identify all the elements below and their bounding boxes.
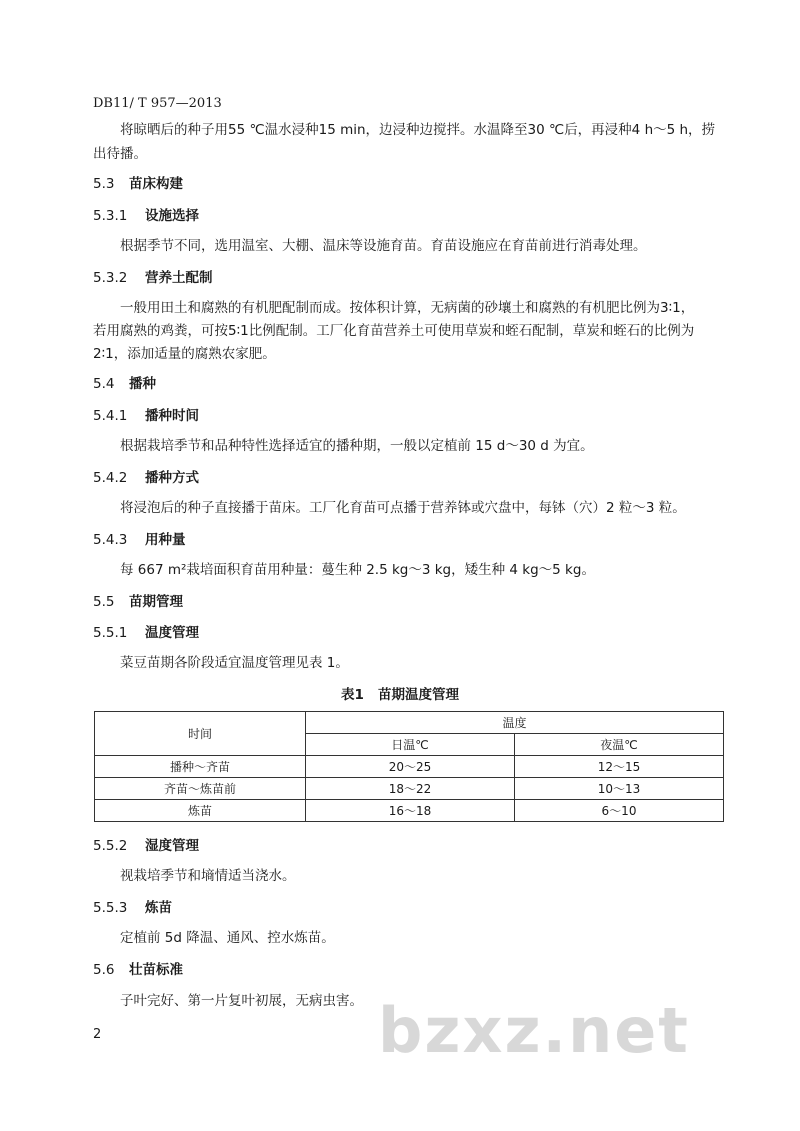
section-number: 5.4 <box>93 376 115 392</box>
section-5-6-heading <box>93 958 183 978</box>
night-temp-cell: 10～13 <box>515 778 724 800</box>
section-title: 炼苗 <box>145 900 172 916</box>
section-5-3-2-heading <box>93 266 213 286</box>
section-5-3-heading <box>93 172 183 192</box>
table-row <box>95 800 724 822</box>
section-5-5-3-heading <box>93 896 172 916</box>
section-number: 5.3.2 <box>93 270 128 286</box>
section-title: 播种 <box>129 376 156 392</box>
table-caption <box>0 683 800 703</box>
section-number: 5.3 <box>93 176 115 192</box>
section-number: 5.4.1 <box>93 408 128 424</box>
section-title: 营养土配制 <box>145 270 213 286</box>
section-5-4-1-text: 根据栽培季节和品种特性选择适宜的播种期，一般以定植前 15 d～30 d 为宜。 <box>120 438 594 454</box>
section-5-3-2-line-1: 一般用田土和腐熟的有机肥配制而成。按体积计算，无病菌的砂壤土和腐熟的有机肥比例为3∶1， <box>120 300 695 316</box>
table-label: 表1 <box>341 687 364 703</box>
section-number: 5.5.3 <box>93 900 128 916</box>
section-title: 苗床构建 <box>129 176 183 192</box>
intro-line-2: 出待播。 <box>93 146 147 162</box>
intro-line-1: 将晾晒后的种子用55 ℃温水浸种15 min，边浸种边搅拌。水温降至30 ℃后，再浸种4 h～5 h，捞 <box>120 122 716 138</box>
section-5-5-3-text: 定植前 5d 降温、通风、控水炼苗。 <box>120 930 335 946</box>
section-title: 苗期管理 <box>129 594 183 610</box>
section-title: 设施选择 <box>145 208 199 224</box>
section-title: 温度管理 <box>145 625 199 641</box>
day-temp-cell: 18～22 <box>306 778 515 800</box>
day-temp-cell: 20～25 <box>306 756 515 778</box>
section-number: 5.5.2 <box>93 838 128 854</box>
section-title: 用种量 <box>145 532 186 548</box>
section-5-4-2-heading <box>93 466 199 486</box>
section-5-4-heading <box>93 372 156 392</box>
section-5-4-3-text: 每 667 m²栽培面积育苗用种量：蔓生种 2.5 kg～3 kg，矮生种 4 kg～5 kg。 <box>120 562 595 578</box>
section-5-3-1-text: 根据季节不同，选用温室、大棚、温床等设施育苗。育苗设施应在育苗前进行消毒处理。 <box>120 238 647 254</box>
section-5-5-1-text: 菜豆苗期各阶段适宜温度管理见表 1。 <box>120 655 349 671</box>
section-5-4-1-heading <box>93 404 199 424</box>
section-5-3-1-heading <box>93 204 199 224</box>
page-number: 2 <box>93 1027 102 1042</box>
table-row <box>95 756 724 778</box>
night-temp-cell: 6～10 <box>515 800 724 822</box>
stage-cell: 播种～齐苗 <box>95 756 306 778</box>
section-number: 5.6 <box>93 962 115 978</box>
section-5-6-text: 子叶完好、第一片复叶初展，无病虫害。 <box>120 993 363 1009</box>
section-5-5-heading <box>93 590 183 610</box>
header-temperature: 温度 <box>306 712 724 734</box>
section-title: 播种方式 <box>145 470 199 486</box>
section-5-3-2-line-3: 2∶1，添加适量的腐熟农家肥。 <box>93 346 276 362</box>
section-5-5-2-heading <box>93 834 199 854</box>
stage-cell: 炼苗 <box>95 800 306 822</box>
standard-code-header: DB11/ T 957—2013 <box>93 96 222 111</box>
section-number: 5.4.3 <box>93 532 128 548</box>
day-temp-cell: 16～18 <box>306 800 515 822</box>
section-title: 壮苗标准 <box>129 962 183 978</box>
temperature-table <box>94 711 724 822</box>
night-temp-cell: 12～15 <box>515 756 724 778</box>
watermark: bzxz.net <box>378 994 690 1067</box>
section-number: 5.4.2 <box>93 470 128 486</box>
section-5-4-2-text: 将浸泡后的种子直接播于苗床。工厂化育苗可点播于营养钵或穴盘中，每钵（穴）2 粒～3 粒。 <box>120 500 686 516</box>
section-5-5-1-heading <box>93 621 199 641</box>
header-night-temp: 夜温℃ <box>515 734 724 756</box>
section-5-3-2-line-2: 若用腐熟的鸡粪，可按5∶1比例配制。工厂化育苗营养土可使用草炭和蛭石配制，草炭和蛭石的比例为 <box>93 323 695 339</box>
header-time: 时间 <box>95 712 306 756</box>
stage-cell: 齐苗～炼苗前 <box>95 778 306 800</box>
table-row <box>95 778 724 800</box>
section-number: 5.5 <box>93 594 115 610</box>
section-number: 5.3.1 <box>93 208 128 224</box>
table-title: 苗期温度管理 <box>377 687 459 703</box>
header-day-temp: 日温℃ <box>306 734 515 756</box>
section-5-5-2-text: 视栽培季节和墒情适当浇水。 <box>120 868 296 884</box>
section-title: 湿度管理 <box>145 838 199 854</box>
section-number: 5.5.1 <box>93 625 128 641</box>
section-title: 播种时间 <box>145 408 199 424</box>
section-5-4-3-heading <box>93 528 186 548</box>
